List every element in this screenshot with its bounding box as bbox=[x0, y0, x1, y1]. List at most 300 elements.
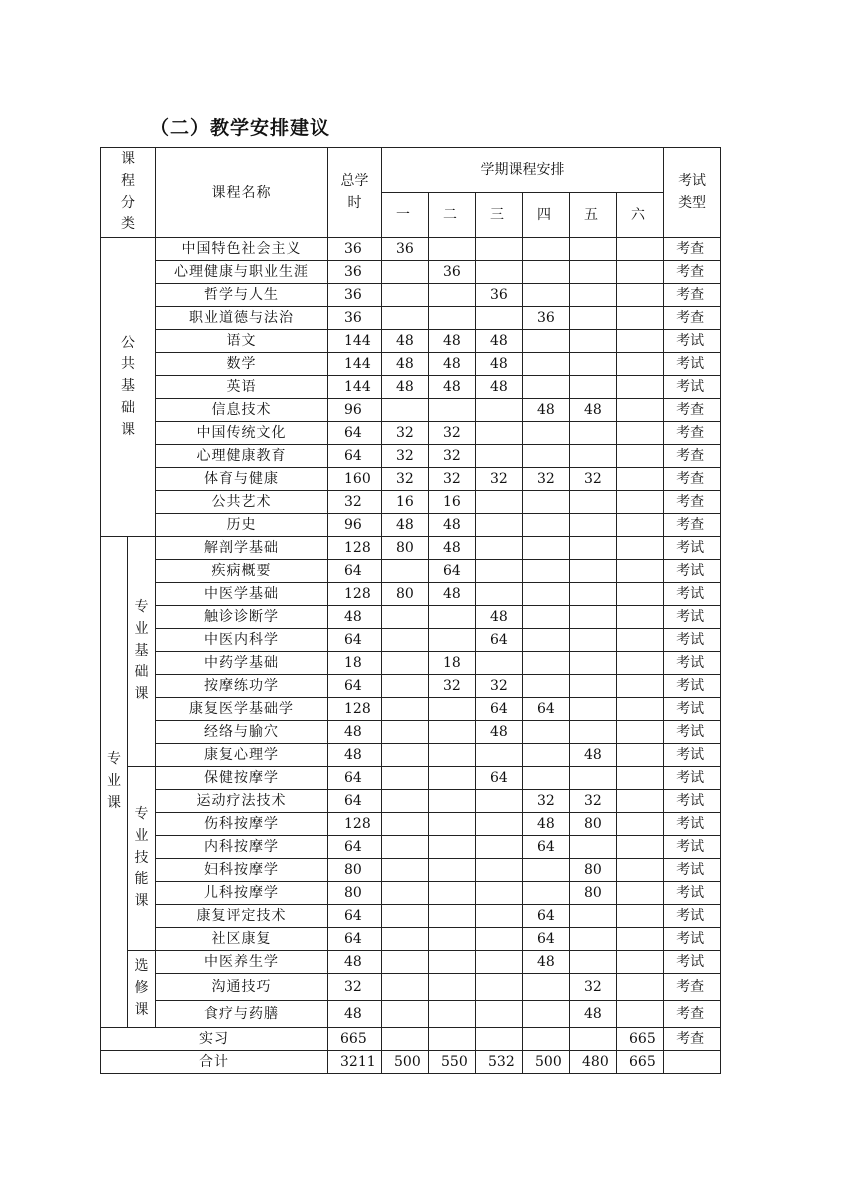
semester-2-hours bbox=[429, 882, 476, 905]
table-row bbox=[101, 330, 721, 353]
table-row bbox=[101, 951, 721, 974]
course-total-hours: 64 bbox=[328, 928, 382, 951]
course-total-hours: 144 bbox=[328, 330, 382, 353]
semester-6-hours bbox=[617, 652, 664, 675]
semester-5-hours bbox=[570, 560, 617, 583]
course-name: 哲学与人生 bbox=[156, 284, 328, 307]
table-row bbox=[101, 974, 721, 1001]
table-row bbox=[101, 721, 721, 744]
course-exam-type: 考查 bbox=[664, 514, 721, 537]
semester-5-hours bbox=[570, 951, 617, 974]
internship-row-semester-4 bbox=[523, 1028, 570, 1051]
course-total-hours: 144 bbox=[328, 353, 382, 376]
semester-5-hours bbox=[570, 491, 617, 514]
semester-5-hours bbox=[570, 583, 617, 606]
header-semester-1: 一 bbox=[382, 193, 429, 238]
course-exam-type: 考试 bbox=[664, 537, 721, 560]
semester-6-hours bbox=[617, 399, 664, 422]
semester-1-hours bbox=[382, 675, 429, 698]
semester-6-hours bbox=[617, 767, 664, 790]
internship-row-semester-3 bbox=[476, 1028, 523, 1051]
semester-4-hours: 64 bbox=[523, 928, 570, 951]
semester-4-hours bbox=[523, 744, 570, 767]
internship-row-label: 实习 bbox=[101, 1028, 328, 1051]
internship-row-semester-6: 665 bbox=[617, 1028, 664, 1051]
semester-3-hours bbox=[476, 1001, 523, 1028]
semester-3-hours bbox=[476, 514, 523, 537]
semester-4-hours bbox=[523, 284, 570, 307]
internship-row-total: 665 bbox=[328, 1028, 382, 1051]
semester-6-hours bbox=[617, 859, 664, 882]
course-name: 内科按摩学 bbox=[156, 836, 328, 859]
table-row bbox=[101, 928, 721, 951]
course-name: 食疗与药膳 bbox=[156, 1001, 328, 1028]
course-name: 历史 bbox=[156, 514, 328, 537]
semester-6-hours bbox=[617, 560, 664, 583]
semester-2-hours: 32 bbox=[429, 468, 476, 491]
grand-total-row-semester-6: 665 bbox=[617, 1051, 664, 1074]
header-semester-3: 三 bbox=[476, 193, 523, 238]
semester-6-hours bbox=[617, 445, 664, 468]
table-row bbox=[101, 744, 721, 767]
semester-2-hours bbox=[429, 721, 476, 744]
semester-4-hours bbox=[523, 537, 570, 560]
semester-3-hours bbox=[476, 238, 523, 261]
header-semester-2: 二 bbox=[429, 193, 476, 238]
semester-6-hours bbox=[617, 261, 664, 284]
course-total-hours: 128 bbox=[328, 813, 382, 836]
semester-1-hours bbox=[382, 606, 429, 629]
semester-3-hours: 48 bbox=[476, 606, 523, 629]
semester-2-hours bbox=[429, 606, 476, 629]
semester-2-hours bbox=[429, 1001, 476, 1028]
internship-row-semester-1 bbox=[382, 1028, 429, 1051]
table-row bbox=[101, 422, 721, 445]
semester-3-hours: 32 bbox=[476, 468, 523, 491]
table-row bbox=[101, 399, 721, 422]
course-exam-type: 考试 bbox=[664, 813, 721, 836]
semester-1-hours: 48 bbox=[382, 353, 429, 376]
semester-3-hours bbox=[476, 652, 523, 675]
course-exam-type: 考查 bbox=[664, 422, 721, 445]
course-total-hours: 18 bbox=[328, 652, 382, 675]
semester-2-hours bbox=[429, 767, 476, 790]
table-row bbox=[101, 675, 721, 698]
semester-6-hours bbox=[617, 238, 664, 261]
semester-5-hours bbox=[570, 629, 617, 652]
course-total-hours: 36 bbox=[328, 307, 382, 330]
semester-3-hours bbox=[476, 905, 523, 928]
course-total-hours: 32 bbox=[328, 491, 382, 514]
semester-3-hours: 64 bbox=[476, 629, 523, 652]
semester-6-hours bbox=[617, 307, 664, 330]
semester-1-hours bbox=[382, 560, 429, 583]
semester-1-hours bbox=[382, 790, 429, 813]
course-name: 语文 bbox=[156, 330, 328, 353]
semester-1-hours: 48 bbox=[382, 376, 429, 399]
semester-2-hours bbox=[429, 399, 476, 422]
semester-3-hours bbox=[476, 974, 523, 1001]
semester-4-hours bbox=[523, 238, 570, 261]
course-exam-type: 考试 bbox=[664, 790, 721, 813]
semester-1-hours bbox=[382, 698, 429, 721]
course-exam-type: 考查 bbox=[664, 307, 721, 330]
course-total-hours: 80 bbox=[328, 882, 382, 905]
course-exam-type: 考试 bbox=[664, 583, 721, 606]
semester-6-hours bbox=[617, 813, 664, 836]
table-row bbox=[101, 583, 721, 606]
semester-1-hours: 32 bbox=[382, 422, 429, 445]
semester-6-hours bbox=[617, 537, 664, 560]
semester-6-hours bbox=[617, 790, 664, 813]
course-name: 社区康复 bbox=[156, 928, 328, 951]
course-exam-type: 考试 bbox=[664, 330, 721, 353]
semester-6-hours bbox=[617, 629, 664, 652]
semester-5-hours bbox=[570, 422, 617, 445]
table-row bbox=[101, 376, 721, 399]
semester-2-hours bbox=[429, 905, 476, 928]
category-major: 专业课 bbox=[101, 537, 128, 1028]
table-row bbox=[101, 537, 721, 560]
grand-total-row-label: 合计 bbox=[101, 1051, 328, 1074]
semester-2-hours bbox=[429, 859, 476, 882]
semester-1-hours: 16 bbox=[382, 491, 429, 514]
internship-row-semester-2 bbox=[429, 1028, 476, 1051]
semester-4-hours: 64 bbox=[523, 836, 570, 859]
course-exam-type: 考试 bbox=[664, 721, 721, 744]
course-exam-type: 考查 bbox=[664, 974, 721, 1001]
semester-6-hours bbox=[617, 974, 664, 1001]
header-semester-4: 四 bbox=[523, 193, 570, 238]
semester-5-hours: 48 bbox=[570, 744, 617, 767]
semester-6-hours bbox=[617, 721, 664, 744]
course-total-hours: 36 bbox=[328, 261, 382, 284]
course-name: 按摩练功学 bbox=[156, 675, 328, 698]
semester-2-hours: 18 bbox=[429, 652, 476, 675]
semester-3-hours: 48 bbox=[476, 330, 523, 353]
grand-total-row-semester-1: 500 bbox=[382, 1051, 429, 1074]
semester-3-hours bbox=[476, 790, 523, 813]
course-name: 疾病概要 bbox=[156, 560, 328, 583]
semester-5-hours bbox=[570, 238, 617, 261]
semester-2-hours: 48 bbox=[429, 583, 476, 606]
course-exam-type: 考试 bbox=[664, 882, 721, 905]
semester-6-hours bbox=[617, 928, 664, 951]
semester-6-hours bbox=[617, 836, 664, 859]
semester-3-hours bbox=[476, 422, 523, 445]
semester-3-hours: 64 bbox=[476, 698, 523, 721]
table-row bbox=[101, 629, 721, 652]
semester-2-hours: 32 bbox=[429, 675, 476, 698]
semester-3-hours bbox=[476, 261, 523, 284]
semester-6-hours bbox=[617, 905, 664, 928]
semester-1-hours bbox=[382, 629, 429, 652]
semester-2-hours bbox=[429, 307, 476, 330]
grand-total-row-semester-3: 532 bbox=[476, 1051, 523, 1074]
semester-2-hours: 48 bbox=[429, 353, 476, 376]
semester-6-hours bbox=[617, 330, 664, 353]
semester-4-hours: 48 bbox=[523, 399, 570, 422]
semester-5-hours: 48 bbox=[570, 399, 617, 422]
semester-4-hours bbox=[523, 422, 570, 445]
course-name: 中医内科学 bbox=[156, 629, 328, 652]
semester-6-hours bbox=[617, 951, 664, 974]
semester-5-hours bbox=[570, 905, 617, 928]
semester-1-hours bbox=[382, 951, 429, 974]
semester-1-hours bbox=[382, 882, 429, 905]
semester-4-hours: 36 bbox=[523, 307, 570, 330]
semester-6-hours bbox=[617, 353, 664, 376]
semester-4-hours: 64 bbox=[523, 905, 570, 928]
header-row-top bbox=[101, 148, 721, 193]
semester-4-hours bbox=[523, 560, 570, 583]
course-exam-type: 考试 bbox=[664, 744, 721, 767]
semester-1-hours: 32 bbox=[382, 468, 429, 491]
semester-5-hours bbox=[570, 537, 617, 560]
semester-2-hours: 48 bbox=[429, 514, 476, 537]
course-total-hours: 160 bbox=[328, 468, 382, 491]
semester-6-hours bbox=[617, 468, 664, 491]
course-exam-type: 考试 bbox=[664, 353, 721, 376]
semester-4-hours bbox=[523, 514, 570, 537]
semester-2-hours: 48 bbox=[429, 376, 476, 399]
semester-5-hours bbox=[570, 767, 617, 790]
semester-4-hours: 32 bbox=[523, 468, 570, 491]
semester-1-hours bbox=[382, 261, 429, 284]
course-exam-type: 考试 bbox=[664, 767, 721, 790]
course-name: 信息技术 bbox=[156, 399, 328, 422]
semester-2-hours bbox=[429, 974, 476, 1001]
course-total-hours: 64 bbox=[328, 560, 382, 583]
semester-4-hours bbox=[523, 1001, 570, 1028]
semester-4-hours: 64 bbox=[523, 698, 570, 721]
semester-5-hours bbox=[570, 652, 617, 675]
semester-4-hours bbox=[523, 353, 570, 376]
semester-3-hours: 36 bbox=[476, 284, 523, 307]
course-total-hours: 48 bbox=[328, 606, 382, 629]
semester-4-hours bbox=[523, 721, 570, 744]
semester-3-hours: 48 bbox=[476, 721, 523, 744]
course-name: 英语 bbox=[156, 376, 328, 399]
course-name: 中医学基础 bbox=[156, 583, 328, 606]
course-exam-type: 考查 bbox=[664, 261, 721, 284]
semester-2-hours: 48 bbox=[429, 537, 476, 560]
course-name: 体育与健康 bbox=[156, 468, 328, 491]
course-name: 职业道德与法治 bbox=[156, 307, 328, 330]
semester-4-hours bbox=[523, 330, 570, 353]
course-schedule-table bbox=[100, 147, 721, 1074]
grand-total-row-semester-5: 480 bbox=[570, 1051, 617, 1074]
course-name: 心理健康教育 bbox=[156, 445, 328, 468]
course-total-hours: 64 bbox=[328, 905, 382, 928]
semester-2-hours: 36 bbox=[429, 261, 476, 284]
semester-4-hours bbox=[523, 376, 570, 399]
table-row bbox=[101, 238, 721, 261]
course-total-hours: 64 bbox=[328, 790, 382, 813]
semester-2-hours bbox=[429, 284, 476, 307]
semester-1-hours bbox=[382, 399, 429, 422]
course-total-hours: 128 bbox=[328, 698, 382, 721]
header-semester-5: 五 bbox=[570, 193, 617, 238]
semester-3-hours bbox=[476, 307, 523, 330]
semester-2-hours bbox=[429, 951, 476, 974]
semester-3-hours bbox=[476, 859, 523, 882]
semester-5-hours bbox=[570, 445, 617, 468]
course-exam-type: 考试 bbox=[664, 951, 721, 974]
header-category: 课程分类 bbox=[101, 148, 156, 238]
semester-4-hours: 48 bbox=[523, 951, 570, 974]
semester-6-hours bbox=[617, 422, 664, 445]
table-row bbox=[101, 606, 721, 629]
course-exam-type: 考试 bbox=[664, 629, 721, 652]
semester-3-hours bbox=[476, 445, 523, 468]
course-exam-type: 考查 bbox=[664, 399, 721, 422]
table-row bbox=[101, 560, 721, 583]
semester-1-hours bbox=[382, 307, 429, 330]
semester-4-hours bbox=[523, 652, 570, 675]
course-name: 中药学基础 bbox=[156, 652, 328, 675]
semester-4-hours bbox=[523, 629, 570, 652]
subcategory-elective: 选修课 bbox=[128, 951, 156, 1028]
semester-3-hours bbox=[476, 399, 523, 422]
internship-row-semester-5 bbox=[570, 1028, 617, 1051]
semester-2-hours: 16 bbox=[429, 491, 476, 514]
semester-2-hours bbox=[429, 836, 476, 859]
semester-1-hours bbox=[382, 813, 429, 836]
course-exam-type: 考查 bbox=[664, 491, 721, 514]
course-total-hours: 64 bbox=[328, 422, 382, 445]
semester-1-hours: 48 bbox=[382, 514, 429, 537]
semester-5-hours bbox=[570, 307, 617, 330]
semester-5-hours: 32 bbox=[570, 468, 617, 491]
semester-5-hours: 80 bbox=[570, 882, 617, 905]
course-exam-type: 考试 bbox=[664, 675, 721, 698]
table-row bbox=[101, 652, 721, 675]
semester-6-hours bbox=[617, 1001, 664, 1028]
semester-4-hours: 32 bbox=[523, 790, 570, 813]
course-name: 中国传统文化 bbox=[156, 422, 328, 445]
course-total-hours: 144 bbox=[328, 376, 382, 399]
course-name: 妇科按摩学 bbox=[156, 859, 328, 882]
semester-1-hours bbox=[382, 905, 429, 928]
table-row bbox=[101, 514, 721, 537]
semester-6-hours bbox=[617, 606, 664, 629]
semester-2-hours: 48 bbox=[429, 330, 476, 353]
course-total-hours: 96 bbox=[328, 514, 382, 537]
semester-5-hours: 80 bbox=[570, 813, 617, 836]
course-total-hours: 64 bbox=[328, 629, 382, 652]
semester-6-hours bbox=[617, 376, 664, 399]
subcategory-major-skill: 专业技能课 bbox=[128, 767, 156, 951]
semester-4-hours bbox=[523, 261, 570, 284]
semester-2-hours bbox=[429, 790, 476, 813]
course-name: 中医养生学 bbox=[156, 951, 328, 974]
course-name: 沟通技巧 bbox=[156, 974, 328, 1001]
semester-3-hours: 32 bbox=[476, 675, 523, 698]
course-total-hours: 128 bbox=[328, 537, 382, 560]
header-total-hours: 总学时 bbox=[328, 148, 382, 238]
course-name: 儿科按摩学 bbox=[156, 882, 328, 905]
semester-2-hours: 64 bbox=[429, 560, 476, 583]
semester-5-hours bbox=[570, 261, 617, 284]
table-row bbox=[101, 813, 721, 836]
course-name: 心理健康与职业生涯 bbox=[156, 261, 328, 284]
table-row bbox=[101, 468, 721, 491]
header-semester-6: 六 bbox=[617, 193, 664, 238]
semester-1-hours bbox=[382, 974, 429, 1001]
semester-5-hours bbox=[570, 353, 617, 376]
course-total-hours: 64 bbox=[328, 836, 382, 859]
semester-1-hours bbox=[382, 1001, 429, 1028]
course-exam-type: 考试 bbox=[664, 606, 721, 629]
semester-6-hours bbox=[617, 284, 664, 307]
course-name: 中国特色社会主义 bbox=[156, 238, 328, 261]
semester-5-hours bbox=[570, 836, 617, 859]
semester-4-hours bbox=[523, 583, 570, 606]
semester-3-hours bbox=[476, 491, 523, 514]
semester-4-hours bbox=[523, 882, 570, 905]
semester-5-hours bbox=[570, 514, 617, 537]
course-name: 运动疗法技术 bbox=[156, 790, 328, 813]
semester-3-hours: 48 bbox=[476, 353, 523, 376]
course-total-hours: 128 bbox=[328, 583, 382, 606]
semester-6-hours bbox=[617, 882, 664, 905]
grand-total-row-semester-4: 500 bbox=[523, 1051, 570, 1074]
table-row bbox=[101, 859, 721, 882]
semester-6-hours bbox=[617, 744, 664, 767]
table-row bbox=[101, 767, 721, 790]
table-row bbox=[101, 698, 721, 721]
course-total-hours: 36 bbox=[328, 284, 382, 307]
semester-1-hours: 32 bbox=[382, 445, 429, 468]
course-total-hours: 80 bbox=[328, 859, 382, 882]
course-total-hours: 48 bbox=[328, 744, 382, 767]
course-total-hours: 48 bbox=[328, 1001, 382, 1028]
semester-1-hours bbox=[382, 836, 429, 859]
semester-4-hours: 48 bbox=[523, 813, 570, 836]
semester-6-hours bbox=[617, 675, 664, 698]
semester-5-hours bbox=[570, 928, 617, 951]
course-exam-type: 考试 bbox=[664, 376, 721, 399]
semester-2-hours bbox=[429, 744, 476, 767]
course-name: 数学 bbox=[156, 353, 328, 376]
course-exam-type: 考试 bbox=[664, 652, 721, 675]
semester-1-hours bbox=[382, 928, 429, 951]
semester-2-hours: 32 bbox=[429, 422, 476, 445]
semester-6-hours bbox=[617, 583, 664, 606]
table-row bbox=[101, 905, 721, 928]
course-total-hours: 48 bbox=[328, 721, 382, 744]
semester-2-hours bbox=[429, 813, 476, 836]
semester-1-hours bbox=[382, 767, 429, 790]
course-name: 保健按摩学 bbox=[156, 767, 328, 790]
course-exam-type: 考查 bbox=[664, 445, 721, 468]
course-total-hours: 36 bbox=[328, 238, 382, 261]
table-row bbox=[101, 445, 721, 468]
grand-total-row-semester-2: 550 bbox=[429, 1051, 476, 1074]
section-heading: （二）教学安排建议 bbox=[150, 117, 331, 139]
course-name: 康复医学基础学 bbox=[156, 698, 328, 721]
semester-4-hours bbox=[523, 445, 570, 468]
course-exam-type: 考试 bbox=[664, 928, 721, 951]
semester-5-hours bbox=[570, 606, 617, 629]
semester-2-hours bbox=[429, 238, 476, 261]
semester-3-hours bbox=[476, 928, 523, 951]
course-exam-type: 考试 bbox=[664, 560, 721, 583]
course-exam-type: 考查 bbox=[664, 284, 721, 307]
course-total-hours: 96 bbox=[328, 399, 382, 422]
semester-6-hours bbox=[617, 491, 664, 514]
